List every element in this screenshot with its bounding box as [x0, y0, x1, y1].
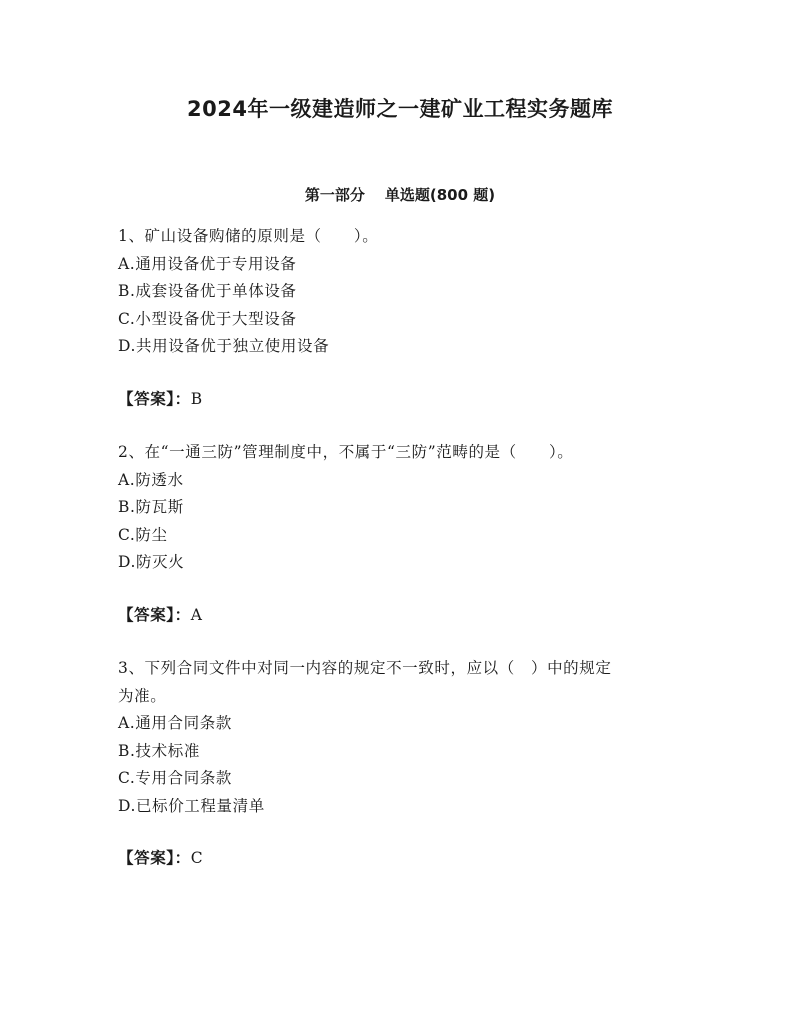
document-title: 2024年一级建造师之一建矿业工程实务题库 [187, 97, 613, 121]
section-subtitle: 单选题(800 题) [384, 186, 496, 204]
option-d: D.共用设备优于独立使用设备 [118, 337, 330, 355]
answer-label: 【答案】： [118, 605, 191, 624]
option-c: C.小型设备优于大型设备 [118, 309, 297, 328]
answer-label: 【答案】： [118, 389, 191, 408]
answer-line [118, 845, 688, 873]
option-a: A.通用设备优于专用设备 [118, 254, 297, 273]
option-c: C.专用合同条款 [118, 769, 233, 787]
option-a: A.防透水 [118, 470, 184, 489]
option-c: C.防尘 [118, 525, 168, 544]
answer-line [118, 386, 688, 414]
answer-value: B [190, 389, 203, 408]
question-stem: 1、矿山设备购储的原则是（ ）。 [118, 227, 379, 245]
option-b: B.成套设备优于单体设备 [118, 282, 297, 300]
question-stem-continued: 为准。 [118, 686, 167, 705]
question-stem: 2、在“一通三防”管理制度中，不属于“三防”范畴的是（ ）。 [118, 443, 574, 461]
question-stem: 3、下列合同文件中对同一内容的规定不一致时，应以（ ）中的规定 [118, 659, 612, 677]
answer-label: 【答案】： [118, 849, 191, 867]
question-3 [118, 655, 688, 873]
answer-value: A [190, 605, 203, 624]
answer-line [118, 602, 688, 630]
option-d: D.已标价工程量清单 [118, 796, 265, 815]
question-1 [118, 223, 688, 413]
section-heading [0, 184, 800, 205]
answer-value: C [190, 849, 204, 867]
option-a: A.通用合同条款 [118, 714, 232, 732]
option-b: B.技术标准 [118, 741, 200, 760]
option-b: B.防瓦斯 [118, 498, 184, 516]
question-2 [118, 439, 688, 629]
question-list [118, 223, 688, 873]
option-d: D.防灭火 [118, 553, 185, 571]
section-name: 第一部分 [304, 186, 365, 204]
